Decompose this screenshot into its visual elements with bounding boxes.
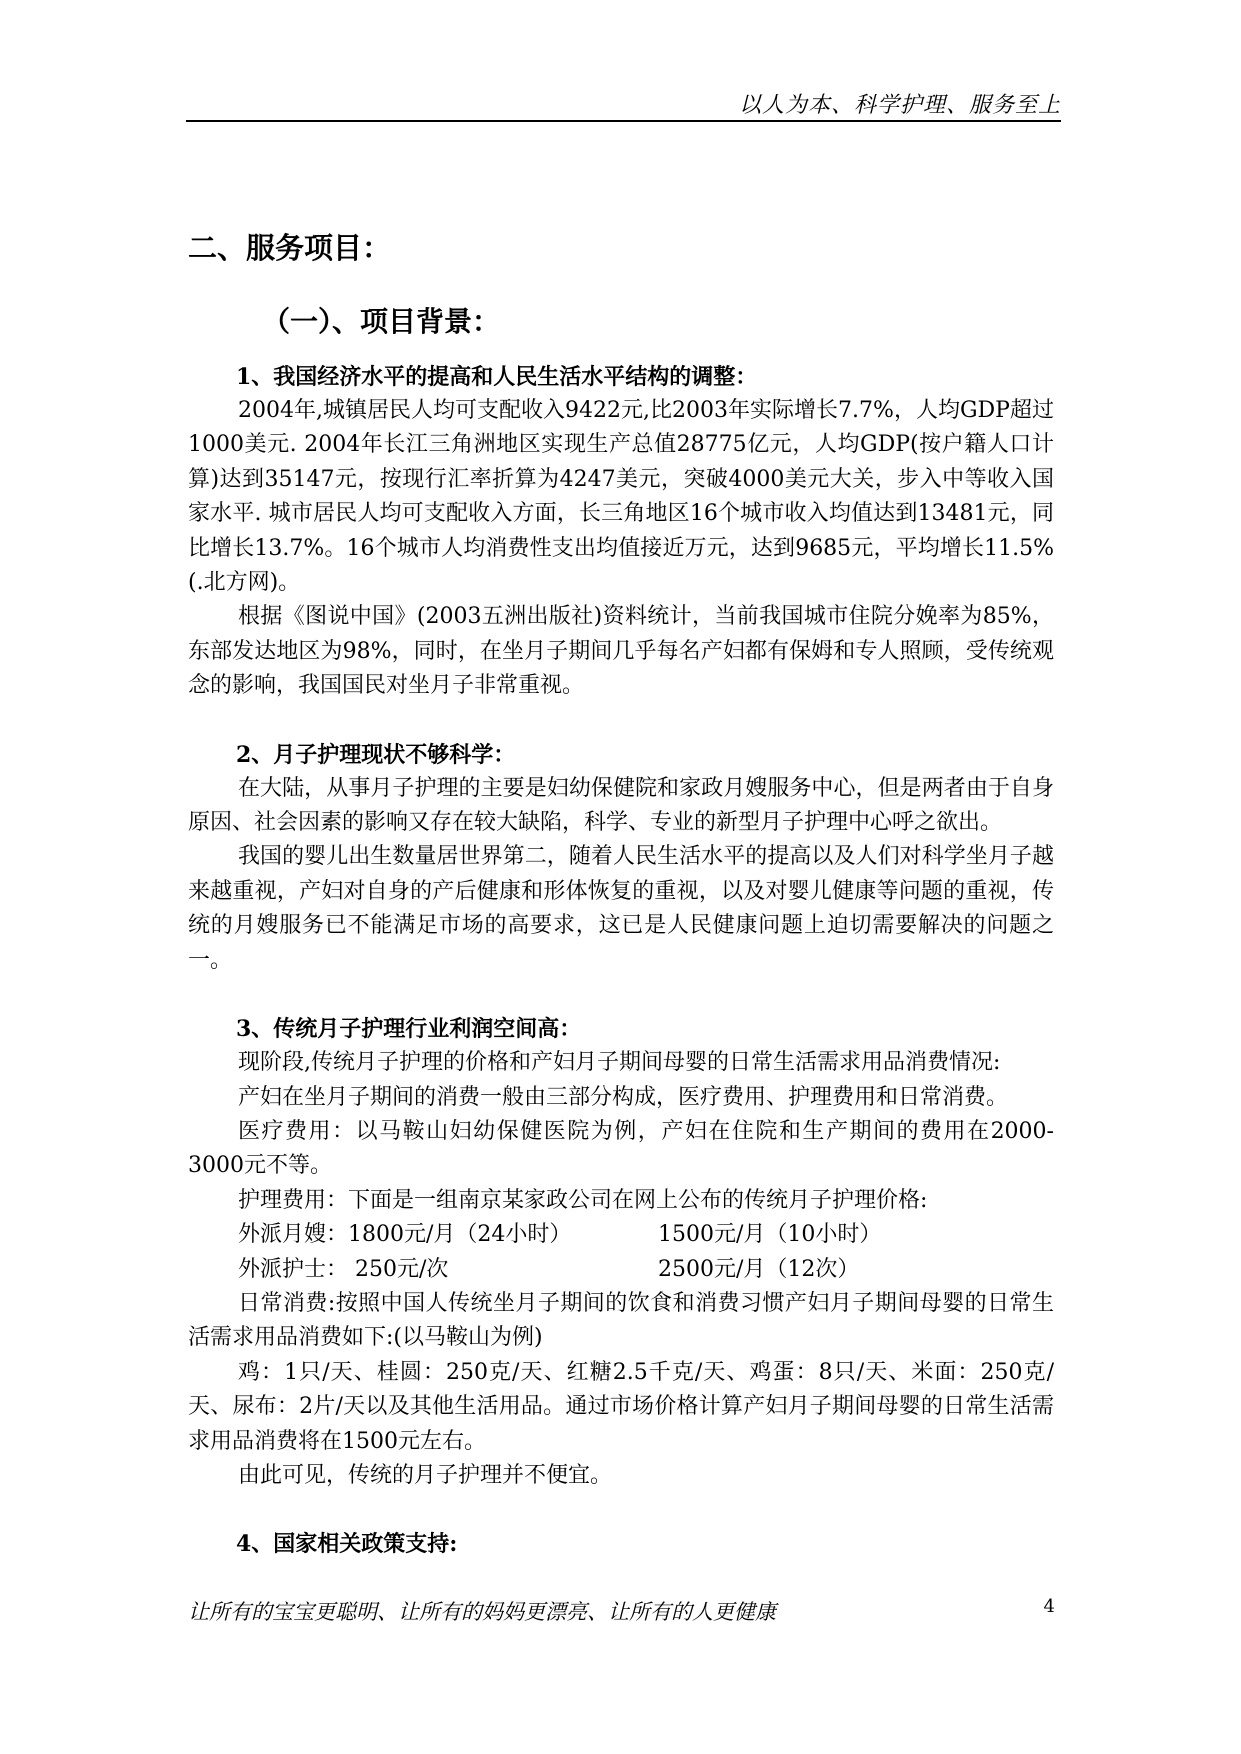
footer-motto: 让所有的宝宝更聪明、让所有的妈妈更漂亮、让所有的人更健康 [188,1600,776,1624]
price-left: 外派护士： 250元/次 [238,1256,449,1282]
price-right: 2500元/月（12次） [658,1256,860,1282]
price-row [188,1253,1054,1287]
item-1-paragraph-1: 2004年,城镇居民人均可支配收入9422元,比2003年实际增长7.7%，人均GDP超过1000美元. 2004年长江三角洲地区实现生产总值28775亿元，人均GDP(按户籍人口计算)达到35147元，按现行汇率折算为4247美元，突破4000美元大关，步入中等收入国家水平. 城市居民人均可支配收入方面，长三角地区16个城市收入均值达到13481元，同比增长13.7%。16个城市人均消费性支出均值接近万元，达到9685元，平均增长11.5%(.北方网)。 [188,398,1054,596]
item-3-paragraph-5: 日常消费:按照中国人传统坐月子期间的饮食和消费习惯产妇月子期间母婴的日常生活需求用品消费如下:(以马鞍山为例) [188,1290,1054,1351]
header-rule [186,120,1061,122]
price-right: 1500元/月（10小时） [658,1222,882,1248]
page-content [188,228,1054,1561]
item-3-paragraph-6: 鸡：1只/天、桂圆：250克/天、红糖2.5千克/天、鸡蛋：8只/天、米面：250克/天、尿布：2片/天以及其他生活用品。通过市场价格计算产妇月子期间母婴的日常生活需求用品消费将在1500元左右。 [188,1359,1054,1454]
page-number: 4 [1043,1596,1055,1617]
item-3-paragraph-1: 现阶段,传统月子护理的价格和产妇月子期间母婴的日常生活需求用品消费情况: [238,1050,1001,1076]
item-1-paragraph-2: 根据《图说中国》(2003五洲出版社)资料统计，当前我国城市住院分娩率为85%，东部发达地区为98%，同时，在坐月子期间几乎每名产妇都有保姆和专人照顾，受传统观念的影响，我国国民对坐月子非常重视。 [188,604,1054,699]
item-2-paragraph-1: 在大陆，从事月子护理的主要是妇幼保健院和家政月嫂服务中心，但是两者由于自身原因、社会因素的影响又存在较大缺陷，科学、专业的新型月子护理中心呼之欲出。 [188,775,1054,836]
header-slogan: 以人为本、科学护理、服务至上 [738,93,1061,118]
item-3-paragraph-4: 护理费用：下面是一组南京某家政公司在网上公布的传统月子护理价格: [238,1187,928,1213]
item-3-title: 3、传统月子护理行业利润空间高： [236,1016,582,1043]
section-title: 二、服务项目： [188,231,392,265]
subsection-title: （一）、项目背景： [262,305,501,338]
item-2-paragraph-2: 我国的婴儿出生数量居世界第二，随着人民生活水平的提高以及人们对科学坐月子越来越重视，产妇对自身的产后健康和形体恢复的重视，以及对婴儿健康等问题的重视，传统的月嫂服务已不能满足市场的高要求，这已是人民健康问题上迫切需要解决的问题之一。 [188,844,1054,973]
price-row [188,1218,1054,1252]
item-3-paragraph-7: 由此可见，传统的月子护理并不便宜。 [238,1462,613,1488]
item-4-title: 4、国家相关政策支持: [236,1531,458,1558]
item-1-title: 1、我国经济水平的提高和人民生活水平结构的调整： [236,364,758,390]
price-left: 外派月嫂：1800元/月（24小时） [238,1222,572,1248]
item-2-title: 2、月子护理现状不够科学： [236,741,516,768]
item-3-paragraph-2: 产妇在坐月子期间的消费一般由三部分构成，医疗费用、护理费用和日常消费。 [238,1084,1009,1110]
item-3-paragraph-3: 医疗费用：以马鞍山妇幼保健医院为例，产妇在住院和生产期间的费用在2000-3000元不等。 [188,1118,1054,1179]
